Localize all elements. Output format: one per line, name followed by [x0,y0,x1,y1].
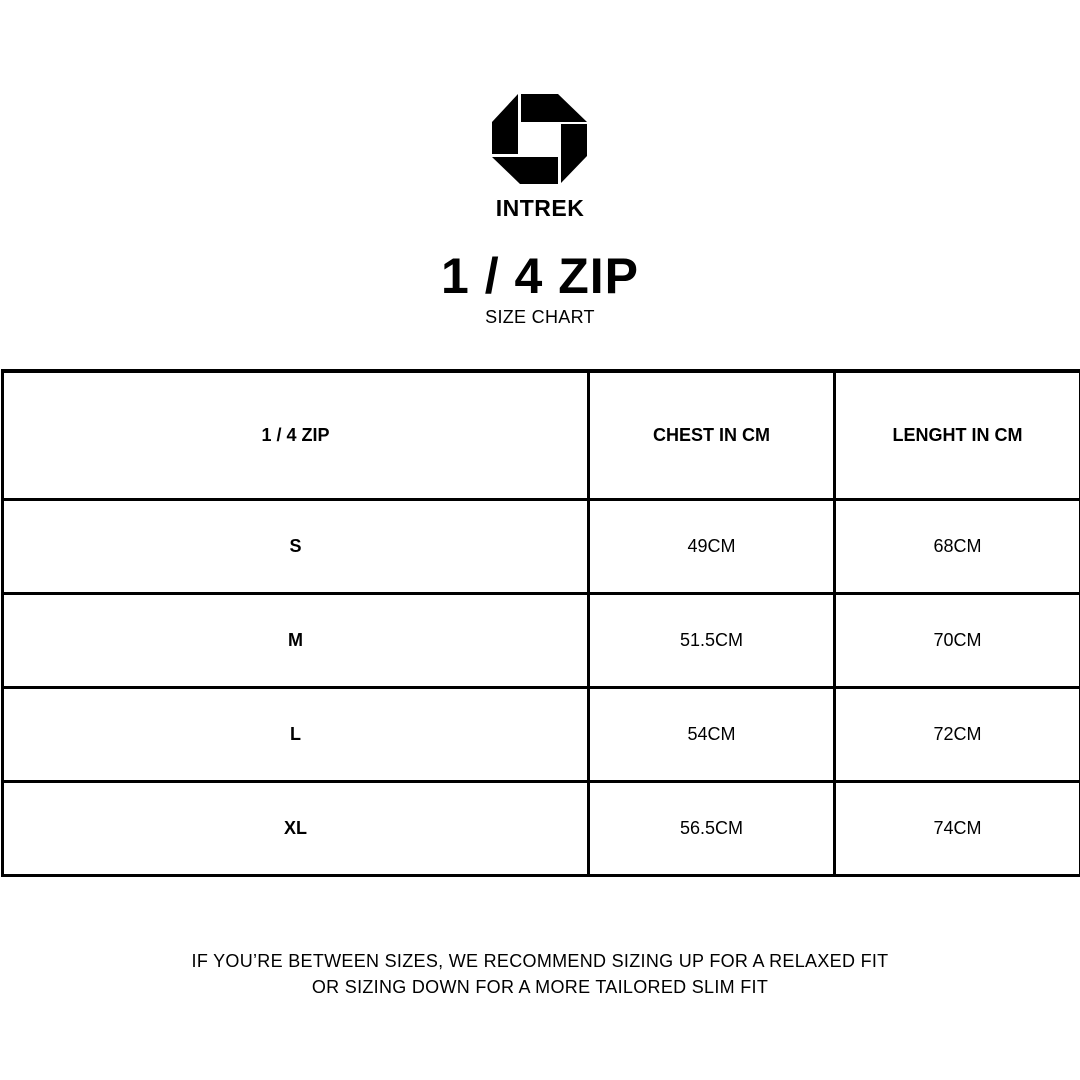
sizing-advice [90,948,990,1000]
table-header-row [3,371,1080,499]
size-label: XL [3,781,589,875]
table-row [3,781,1080,875]
chest-value: 49CM [589,499,835,593]
chest-value: 54CM [589,687,835,781]
table-row [3,593,1080,687]
size-label: S [3,499,589,593]
sizing-advice-line-1: IF YOU’RE BETWEEN SIZES, WE RECOMMEND SIZING UP FOR A RELAXED FIT [191,951,889,971]
column-header-length: LENGHT IN CM [835,371,1080,499]
table-row [3,499,1080,593]
size-label: M [3,593,589,687]
length-value: 70CM [835,593,1080,687]
page-title: 1 / 4 ZIP [441,248,639,304]
page-subtitle: SIZE CHART [485,307,595,327]
column-header-product: 1 / 4 ZIP [3,371,589,499]
chest-value: 51.5CM [589,593,835,687]
column-header-chest: CHEST IN CM [589,371,835,499]
sizing-advice-line-2: OR SIZING DOWN FOR A MORE TAILORED SLIM FIT [311,977,769,997]
chest-value: 56.5CM [589,781,835,875]
brand-name: INTREK [495,195,585,221]
size-label: L [3,687,589,781]
intrek-logo-icon [490,90,590,188]
length-value: 72CM [835,687,1080,781]
table-row [3,687,1080,781]
length-value: 68CM [835,499,1080,593]
size-chart-table [1,369,1080,877]
length-value: 74CM [835,781,1080,875]
